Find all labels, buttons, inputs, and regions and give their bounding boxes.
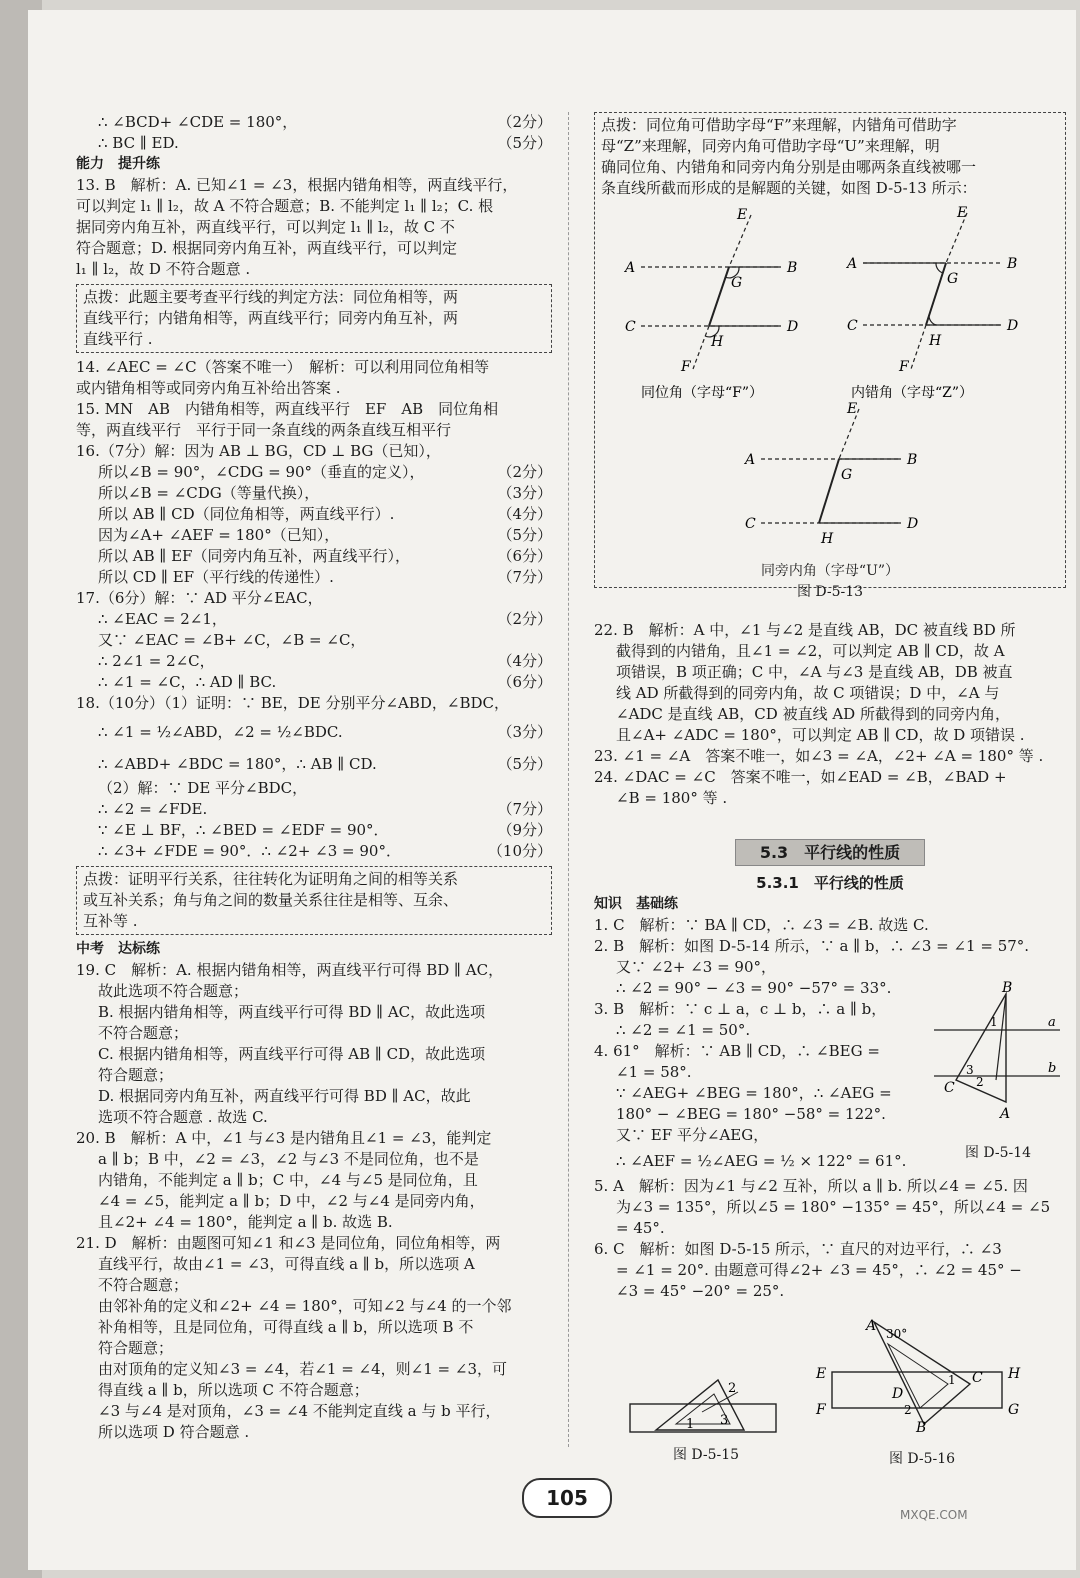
ruler-triangle-diagram xyxy=(626,1372,786,1436)
q21-line: 符合题意； xyxy=(98,1339,174,1357)
answer-line: 又∵ EF 平分∠AEG， xyxy=(616,1126,769,1144)
q13-line: 符合题意；D. 根据同旁内角互补，两直线平行，可以判定 xyxy=(76,239,458,257)
points: （5分） xyxy=(497,134,552,152)
svg-text:F: F xyxy=(681,359,691,375)
tip-line: 点拨：证明平行关系，往往转化为证明角之间的相等关系 xyxy=(83,870,459,888)
tip-line: 确同位角、内错角和同旁内角分别是由哪两条直线被哪一 xyxy=(601,158,977,176)
svg-text:C: C xyxy=(944,1080,955,1096)
svg-text:A: A xyxy=(1000,1106,1011,1120)
q22-line: ∠ADC 是直线 AB，CD 被直线 AD 所截得到的同旁内角， xyxy=(616,705,1010,723)
q21-line: 由对顶角的定义知∠3 = ∠4，若∠1 = ∠4，则∠1 = ∠3，可 xyxy=(98,1360,507,1378)
svg-text:b: b xyxy=(1048,1061,1057,1076)
svg-text:F: F xyxy=(899,359,909,375)
svg-text:H: H xyxy=(1008,1366,1021,1382)
answer-line: 180° − ∠BEG = 180° −58° = 122°. xyxy=(616,1105,886,1123)
tip-line: 点拨：同位角可借助字母“F”来理解，内错角可借助字 xyxy=(601,116,957,134)
figure-caption: 图 D-5-16 xyxy=(888,1451,956,1467)
left-column xyxy=(76,112,552,1443)
q19-line: C. 根据内错角相等，两直线平行可得 AB ∥ CD，故此选项 xyxy=(98,1045,486,1063)
triangle-parallel-diagram xyxy=(930,980,1066,1120)
svg-text:A: A xyxy=(847,256,858,272)
answer-line: ∠1 = 58°. xyxy=(616,1063,692,1081)
q16-line: 所以∠B = ∠CDG（等量代换）， xyxy=(98,484,320,502)
points: （5分） xyxy=(497,755,552,773)
q20-line: 内错角，不能判定 a ∥ b；C 中，∠4 与∠5 是同位角，且 xyxy=(98,1171,478,1189)
svg-text:H: H xyxy=(821,531,834,547)
q24-line: 24. ∠DAC = ∠C 答案不唯一，如∠EAD = ∠B，∠BAD + xyxy=(594,768,1007,786)
q14-line: 或内错角相等或同旁内角互补给出答案 . xyxy=(76,379,341,397)
q19-line: 选项不符合题意 . 故选 C. xyxy=(98,1108,268,1126)
points: （4分） xyxy=(497,505,552,523)
tip-line: 母“Z”来理解，同旁内角可借助字母“U”来理解，明 xyxy=(601,137,940,155)
svg-text:1: 1 xyxy=(686,1417,695,1432)
section-heading: 知识 基础练 xyxy=(594,896,678,912)
points: （2分） xyxy=(497,610,552,628)
q18-line: 18.（10分）（1）证明：∵ BE，DE 分别平分∠ABD，∠BDC， xyxy=(76,694,510,712)
q19-line: 故此选项不符合题意； xyxy=(98,982,249,1000)
q21-line: 21. D 解析：由题图可知∠1 和∠3 是同位角，同位角相等，两 xyxy=(76,1234,501,1252)
q22-line: 22. B 解析：A 中，∠1 与∠2 是直线 AB，DC 被直线 BD 所 xyxy=(594,621,1016,639)
q13-line: 据同旁内角互补，两直线平行，可以判定 l₁ ∥ l₂，故 C 不 xyxy=(76,218,455,236)
svg-text:E: E xyxy=(847,401,858,417)
answer-line: 2. B 解析：如图 D-5-14 所示，∵ a ∥ b，∴ ∠3 = ∠1 = 57°. xyxy=(594,937,1030,955)
q17-line: 又∵ ∠EAC = ∠B+ ∠C，∠B = ∠C， xyxy=(98,631,366,649)
tip-line: 点拨：此题主要考查平行线的判定方法：同位角相等，两 xyxy=(83,288,459,306)
answer-line: = ∠1 = 20°. 由题意可得∠2+ ∠3 = 45°，∴ ∠2 = 45° − xyxy=(616,1261,1022,1279)
answer-line: 为∠3 = 135°，所以∠5 = 180° −135° = 45°，所以∠4 = ∠5 xyxy=(616,1198,1051,1216)
svg-text:C: C xyxy=(745,516,756,532)
points: （4分） xyxy=(497,652,552,670)
q16-line: 因为∠A+ ∠AEF = 180°（已知）， xyxy=(98,526,340,544)
q20-line: 且∠2+ ∠4 = 180°，能判定 a ∥ b. 故选 B. xyxy=(98,1213,393,1231)
points: （2分） xyxy=(497,113,552,131)
q19-line: D. 根据同旁内角互补，两直线平行可得 BD ∥ AC，故此 xyxy=(98,1087,471,1105)
caption-z: 内错角（字母“Z”） xyxy=(851,385,974,401)
svg-text:2: 2 xyxy=(904,1403,912,1417)
answer-line: = 45°. xyxy=(616,1219,665,1237)
svg-text:E: E xyxy=(737,207,748,223)
figure-caption: 图 D-5-15 xyxy=(672,1447,740,1463)
svg-text:F: F xyxy=(816,1402,826,1418)
subsection-title: 5.3.1 平行线的性质 xyxy=(756,874,904,892)
answer-line: ∵ ∠AEG+ ∠BEG = 180°，∴ ∠AEG = xyxy=(616,1084,892,1102)
q13-line: l₁ ∥ l₂，故 D 不符合题意 . xyxy=(76,260,251,278)
q16-line: 所以 CD ∥ EF（平行线的传递性）. xyxy=(98,568,334,586)
q14-line: 14. ∠AEC = ∠C（答案不唯一） 解析：可以利用同位角相等 xyxy=(76,358,490,376)
svg-text:3: 3 xyxy=(720,1413,729,1428)
answer-line: 6. C 解析：如图 D-5-15 所示，∵ 直尺的对边平行，∴ ∠3 xyxy=(594,1240,1002,1258)
points: （3分） xyxy=(497,484,552,502)
q16-line: 所以 AB ∥ CD（同位角相等，两直线平行）. xyxy=(98,505,395,523)
svg-text:1: 1 xyxy=(948,1373,956,1387)
q21-line: 直线平行，故由∠1 = ∠3，可得直线 a ∥ b，所以选项 A xyxy=(98,1255,475,1273)
svg-text:D: D xyxy=(907,516,919,532)
svg-text:D: D xyxy=(892,1386,904,1402)
q22-line: 截得到的内错角，且∠1 = ∠2，可以判定 AB ∥ CD，故 A xyxy=(616,642,1005,660)
q21-line: 所以选项 D 符合题意 . xyxy=(98,1423,250,1441)
answer-line: 3. B 解析：∵ c ⊥ a，c ⊥ b，∴ a ∥ b， xyxy=(594,1000,887,1018)
figure-caption: 图 D-5-13 xyxy=(796,584,864,600)
q13-line: 13. B 解析：A. 已知∠1 = ∠3，根据内错角相等，两直线平行， xyxy=(76,176,518,194)
tip-box xyxy=(76,866,552,935)
svg-text:1: 1 xyxy=(990,1015,998,1029)
points: （7分） xyxy=(497,568,552,586)
q24-line: ∠B = 180° 等 . xyxy=(616,789,728,807)
q18-line: ∴ ∠2 = ∠FDE. xyxy=(98,800,208,818)
q21-line: 得直线 a ∥ b，所以选项 C 不符合题意； xyxy=(98,1381,369,1399)
q20-line: ∠4 = ∠5，能判定 a ∥ b；D 中，∠2 与∠4 是同旁内角， xyxy=(98,1192,485,1210)
points: （3分） xyxy=(497,723,552,741)
q15-line: 等，两直线平行 平行于同一条直线的两条直线互相平行 xyxy=(76,421,452,439)
line: ∴ ∠BCD+ ∠CDE = 180°， xyxy=(98,113,298,131)
tip-box-figure xyxy=(594,112,1066,600)
q21-line: 补角相等，且是同位角，可得直线 a ∥ b，所以选项 B 不 xyxy=(98,1318,474,1336)
svg-text:E: E xyxy=(816,1366,827,1382)
points: （2分） xyxy=(497,463,552,481)
points: （7分） xyxy=(497,800,552,818)
q17-line: ∴ ∠EAC = 2∠1， xyxy=(98,610,227,628)
q20-line: a ∥ b；B 中，∠2 = ∠3，∠2 与∠3 不是同位角，也不是 xyxy=(98,1150,479,1168)
q22-line: 项错误，B 项正确；C 中，∠A 与∠3 是直线 AB，DB 被直 xyxy=(616,663,1013,681)
q18-line: （2）解：∵ DE 平分∠BDC， xyxy=(98,779,308,797)
answer-line: ∴ ∠AEF = ½∠AEG = ½ × 122° = 61°. xyxy=(616,1152,907,1170)
tip-line: 或互补关系；角与角之间的数量关系往往是相等、互余、 xyxy=(83,891,459,909)
figure-d-5-14 xyxy=(930,980,1066,1160)
q16-line: 16.（7分）解：因为 AB ⊥ BG，CD ⊥ BG（已知）， xyxy=(76,442,441,460)
svg-text:2: 2 xyxy=(976,1075,984,1089)
column-divider xyxy=(568,112,569,1447)
svg-text:A: A xyxy=(625,260,636,276)
q22-line: 且∠A+ ∠ADC = 180°，可以判定 AB ∥ CD，故 D 项错误 . xyxy=(616,726,1025,744)
q20-line: 20. B 解析：A 中，∠1 与∠3 是内错角且∠1 = ∠3，能判定 xyxy=(76,1129,492,1147)
points: （10分） xyxy=(487,842,552,860)
tip-line: 直线平行；内错角相等，两直线平行；同旁内角互补，两 xyxy=(83,309,459,327)
q22-line: 线 AD 所截得到的同旁内角，故 C 项错误；D 中，∠A 与 xyxy=(616,684,1000,702)
answer-line: 5. A 解析：因为∠1 与∠2 互补，所以 a ∥ b. 所以∠4 = ∠5. 因 xyxy=(594,1177,1028,1195)
svg-text:C: C xyxy=(625,319,636,335)
q19-line: 不符合题意； xyxy=(98,1024,189,1042)
ruler-setsquare-diagram xyxy=(812,1318,1032,1436)
svg-text:G: G xyxy=(947,271,959,287)
answer-line: ∠3 = 45° −20° = 25°. xyxy=(616,1282,785,1300)
q18-line: ∴ ∠1 = ½∠ABD，∠2 = ½∠BDC. xyxy=(98,723,343,741)
q18-line: ∵ ∠E ⊥ BF，∴ ∠BED = ∠EDF = 90°． xyxy=(98,821,389,839)
u-figure xyxy=(761,409,901,523)
svg-text:B: B xyxy=(1002,980,1013,996)
q23-line: 23. ∠1 = ∠A 答案不唯一，如∠3 = ∠A，∠2+ ∠A = 180° 等 . xyxy=(594,747,1044,765)
svg-text:C: C xyxy=(847,318,858,334)
svg-text:D: D xyxy=(1007,318,1019,334)
q16-line: 所以 AB ∥ EF（同旁内角互补，两直线平行）， xyxy=(98,547,410,565)
section-title: 5.3 平行线的性质 xyxy=(735,839,925,866)
section-heading: 中考 达标练 xyxy=(76,941,160,957)
points: （9分） xyxy=(497,821,552,839)
svg-text:3: 3 xyxy=(966,1063,974,1077)
q19-line: 符合题意； xyxy=(98,1066,174,1084)
svg-text:H: H xyxy=(929,333,942,349)
svg-text:G: G xyxy=(1008,1402,1020,1418)
svg-text:G: G xyxy=(731,275,743,291)
q21-line: 不符合题意； xyxy=(98,1276,189,1294)
svg-text:A: A xyxy=(745,452,756,468)
points: （6分） xyxy=(497,547,552,565)
line: ∴ BC ∥ ED. xyxy=(98,134,179,152)
figure-d-5-15 xyxy=(626,1372,786,1462)
q16-line: 所以∠B = 90°，∠CDG = 90°（垂直的定义）， xyxy=(98,463,425,481)
q17-line: 17.（6分）解：∵ AD 平分∠EAC， xyxy=(76,589,323,607)
svg-text:B: B xyxy=(787,260,798,276)
tip-box xyxy=(76,284,552,353)
answer-line: 又∵ ∠2+ ∠3 = 90°， xyxy=(616,958,777,976)
watermark: MXQE.COM xyxy=(900,1508,968,1522)
tip-line: 互补等 . xyxy=(83,912,138,930)
svg-text:A: A xyxy=(866,1318,877,1334)
caption-f: 同位角（字母“F”） xyxy=(641,385,764,401)
answer-line: 1. C 解析：∵ BA ∥ CD，∴ ∠3 = ∠B. 故选 C. xyxy=(594,916,929,934)
q17-line: ∴ ∠1 = ∠C，∴ AD ∥ BC. xyxy=(98,673,277,691)
svg-text:H: H xyxy=(711,334,724,350)
points: （5分） xyxy=(497,526,552,544)
tip-line: 直线平行 . xyxy=(83,330,153,348)
angle-letter-diagrams xyxy=(601,201,1061,571)
q17-line: ∴ 2∠1 = 2∠C， xyxy=(98,652,215,670)
page-number: 105 xyxy=(522,1478,612,1518)
points: （6分） xyxy=(497,673,552,691)
section-heading: 能力 提升练 xyxy=(76,156,160,172)
svg-text:G: G xyxy=(841,467,853,483)
figure-d-5-16 xyxy=(812,1318,1032,1467)
q15-line: 15. MN AB 内错角相等，两直线平行 EF AB 同位角相 xyxy=(76,400,499,418)
answer-line: ∴ ∠2 = ∠1 = 50°. xyxy=(616,1021,751,1039)
q13-line: 可以判定 l₁ ∥ l₂，故 A 不符合题意；B. 不能判定 l₁ ∥ l₂；C. 根 xyxy=(76,197,494,215)
q19-line: 19. C 解析：A. 根据内错角相等，两直线平行可得 BD ∥ AC， xyxy=(76,961,504,979)
svg-text:B: B xyxy=(907,452,918,468)
svg-text:2: 2 xyxy=(728,1381,737,1396)
svg-text:30°: 30° xyxy=(886,1327,908,1341)
tip-line: 条直线所截而形成的是解题的关键，如图 D-5-13 所示： xyxy=(601,179,977,197)
svg-text:a: a xyxy=(1048,1015,1056,1030)
svg-text:D: D xyxy=(787,319,799,335)
caption-u: 同旁内角（字母“U”） xyxy=(760,563,900,579)
svg-text:C: C xyxy=(972,1370,983,1386)
svg-text:B: B xyxy=(1007,256,1018,272)
svg-text:B: B xyxy=(916,1420,927,1436)
q19-line: B. 根据内错角相等，两直线平行可得 BD ∥ AC，故此选项 xyxy=(98,1003,486,1021)
q18-line: ∴ ∠ABD+ ∠BDC = 180°，∴ AB ∥ CD. xyxy=(98,755,377,773)
q21-line: 由邻补角的定义和∠2+ ∠4 = 180°，可知∠2 与∠4 的一个邻 xyxy=(98,1297,512,1315)
q18-line: ∴ ∠3+ ∠FDE = 90°．∴ ∠2+ ∠3 = 90°． xyxy=(98,842,401,860)
q21-line: ∠3 与∠4 是对顶角，∠3 = ∠4 不能判定直线 a 与 b 平行， xyxy=(98,1402,501,1420)
figure-caption: 图 D-5-14 xyxy=(964,1145,1032,1161)
answer-line: ∴ ∠2 = 90° − ∠3 = 90° −57° = 33°. xyxy=(616,979,892,997)
svg-text:E: E xyxy=(957,205,968,221)
answer-line: 4. 61° 解析：∵ AB ∥ CD，∴ ∠BEG = xyxy=(594,1042,880,1060)
